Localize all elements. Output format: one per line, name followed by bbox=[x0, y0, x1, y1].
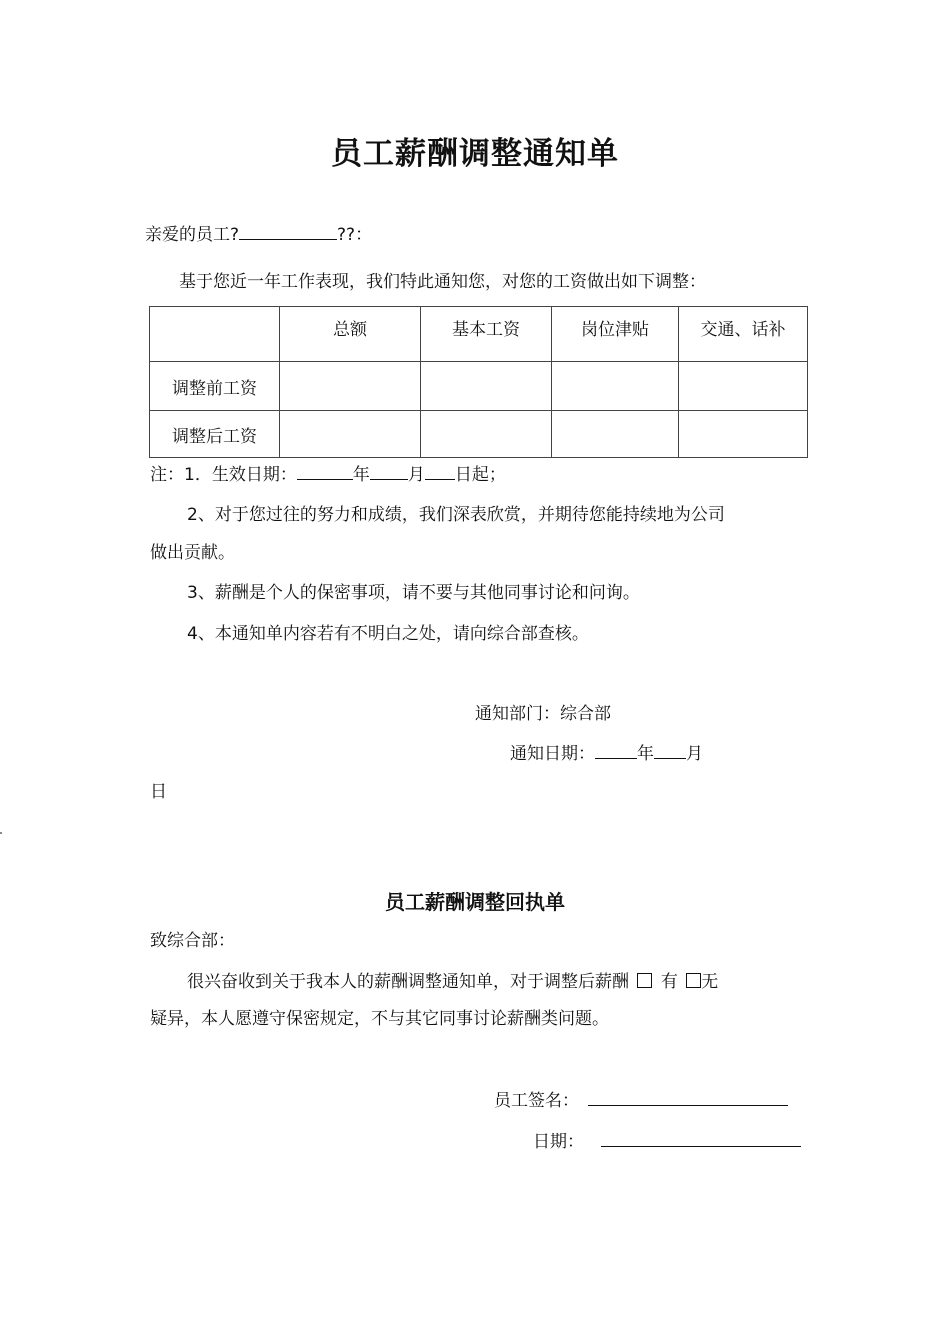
receipt-body-line-2: 疑异，本人愿遵守保密规定，不与其它同事讨论薪酬类问题。 bbox=[150, 1009, 609, 1029]
row-label: 调整前工资 bbox=[150, 362, 280, 411]
notice-date-day: 日 bbox=[150, 782, 167, 802]
signature-field[interactable] bbox=[588, 1087, 788, 1106]
note1-day: 日起； bbox=[454, 465, 506, 485]
no-checkbox[interactable] bbox=[686, 973, 701, 988]
employee-name-blank[interactable] bbox=[239, 221, 337, 240]
receipt-date-field[interactable] bbox=[601, 1128, 801, 1147]
receipt-body-line-1 bbox=[187, 967, 718, 992]
notice-date-year: 年 bbox=[637, 744, 654, 764]
receipt-date-row bbox=[533, 1127, 801, 1152]
no-label: 无 bbox=[701, 972, 719, 992]
notice-title: 员工薪酬调整通知单 bbox=[331, 136, 619, 172]
table-header-cell bbox=[150, 307, 280, 362]
greeting bbox=[145, 220, 372, 245]
table-cell[interactable] bbox=[421, 411, 552, 458]
effective-year-blank[interactable] bbox=[297, 461, 353, 480]
table-cell[interactable] bbox=[280, 362, 421, 411]
effective-month-blank[interactable] bbox=[370, 461, 408, 480]
intro-text: 基于您近一年工作表现，我们特此通知您，对您的工资做出如下调整： bbox=[179, 272, 706, 292]
notice-date-prefix: 通知日期： bbox=[510, 744, 595, 764]
notice-department: 通知部门：综合部 bbox=[475, 704, 611, 724]
note-2-line-1: 2、对于您过往的努力和成绩，我们深表欣赏，并期待您能持续地为公司 bbox=[187, 505, 725, 525]
yes-checkbox[interactable] bbox=[637, 973, 652, 988]
table-cell[interactable] bbox=[280, 411, 421, 458]
table-cell[interactable] bbox=[679, 411, 808, 458]
notice-date bbox=[510, 739, 703, 764]
table-cell[interactable] bbox=[421, 362, 552, 411]
row-label: 调整后工资 bbox=[150, 411, 280, 458]
table-row bbox=[150, 411, 808, 458]
note1-year: 年 bbox=[352, 465, 370, 485]
stray-dot bbox=[0, 832, 2, 834]
salary-table bbox=[149, 306, 808, 458]
notice-year-blank[interactable] bbox=[595, 740, 637, 759]
signature-label: 员工签名： bbox=[494, 1091, 579, 1111]
table-header-row bbox=[150, 307, 808, 362]
note-1 bbox=[150, 460, 506, 485]
yes-label: 有 bbox=[660, 972, 678, 992]
table-cell[interactable] bbox=[552, 362, 679, 411]
greeting-q1: ? bbox=[230, 225, 240, 245]
receipt-to: 致综合部： bbox=[150, 931, 235, 951]
table-cell[interactable] bbox=[679, 362, 808, 411]
table-cell[interactable] bbox=[552, 411, 679, 458]
greeting-prefix: 亲爱的员工 bbox=[145, 225, 230, 245]
note-4: 4、本通知单内容若有不明白之处，请向综合部查核。 bbox=[187, 624, 589, 644]
receipt-title: 员工薪酬调整回执单 bbox=[385, 890, 565, 914]
effective-day-blank[interactable] bbox=[425, 461, 455, 480]
notice-date-month: 月 bbox=[686, 744, 703, 764]
note-2-line-2: 做出贡献。 bbox=[150, 543, 235, 563]
note1-month: 月 bbox=[407, 465, 425, 485]
table-row bbox=[150, 362, 808, 411]
notice-month-blank[interactable] bbox=[654, 740, 686, 759]
note1-prefix: 注：1．生效日期： bbox=[150, 465, 297, 485]
table-header-cell: 岗位津贴 bbox=[552, 307, 679, 362]
table-header-cell: 交通、话补 bbox=[679, 307, 808, 362]
receipt-date-label: 日期： bbox=[533, 1132, 584, 1152]
receipt-body-text: 很兴奋收到关于我本人的薪酬调整通知单，对于调整后薪酬 bbox=[187, 972, 629, 992]
greeting-q2: ??： bbox=[337, 225, 373, 245]
note-3: 3、薪酬是个人的保密事项，请不要与其他同事讨论和问询。 bbox=[187, 583, 640, 603]
table-header-cell: 总额 bbox=[280, 307, 421, 362]
signature-row bbox=[494, 1086, 788, 1111]
table-header-cell: 基本工资 bbox=[421, 307, 552, 362]
